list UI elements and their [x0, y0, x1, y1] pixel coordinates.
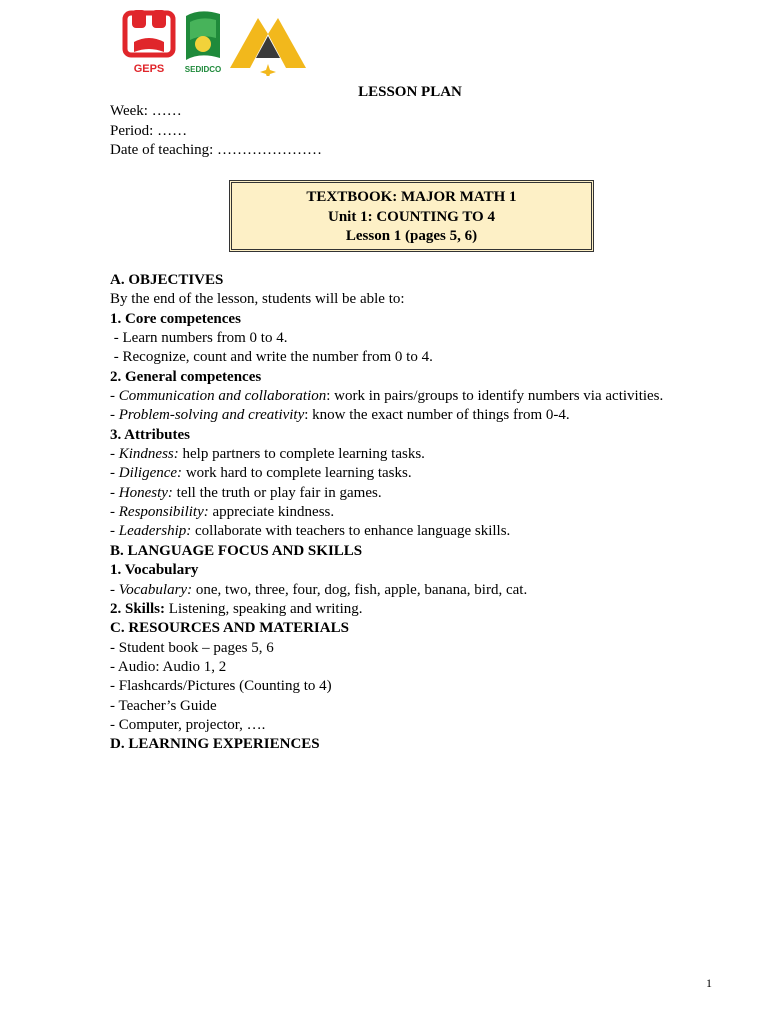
- period-field: Period: ……: [110, 122, 188, 139]
- list-item: - Audio: Audio 1, 2: [110, 658, 227, 675]
- list-item: - Vocabulary: one, two, three, four, dog, fish, apple, banana, bird, cat.: [110, 581, 528, 598]
- learning-experiences-heading: D. LEARNING EXPERIENCES: [110, 736, 320, 753]
- objectives-intro: By the end of the lesson, students will be able to:: [110, 291, 405, 308]
- week-field: Week: ……: [110, 103, 182, 119]
- geps-logo: [122, 8, 176, 76]
- list-item: - Kindness: help partners to complete learning tasks.: [110, 446, 425, 463]
- list-item: - Leadership: collaborate with teachers to enhance language skills.: [110, 523, 511, 540]
- list-item: - Communication and collaboration: work in pairs/groups to identify numbers via activities.: [110, 388, 664, 405]
- list-item: - Learn numbers from 0 to 4.: [110, 330, 288, 347]
- skills-line: 2. Skills: Listening, speaking and writing.: [110, 600, 363, 617]
- lesson-header-fields: [110, 102, 322, 161]
- resources-heading: C. RESOURCES AND MATERIALS: [110, 620, 349, 637]
- list-item: - Computer, projector, ….: [110, 716, 266, 733]
- sedidco-logo: [180, 8, 226, 76]
- list-item: - Teacher’s Guide: [110, 697, 217, 714]
- list-item: - Problem-solving and creativity: know the exact number of things from 0-4.: [110, 407, 570, 424]
- language-focus-heading: B. LANGUAGE FOCUS AND SKILLS: [110, 542, 363, 559]
- list-item: - Flashcards/Pictures (Counting to 4): [110, 678, 332, 695]
- list-item: - Student book – pages 5, 6: [110, 639, 274, 656]
- svg-text:SEDIDCO: SEDIDCO: [184, 65, 222, 74]
- list-item: - Honesty: tell the truth or play fair in games.: [110, 484, 382, 501]
- vocabulary-heading: 1. Vocabulary: [110, 562, 199, 579]
- objectives-heading: A. OBJECTIVES: [110, 272, 224, 288]
- lesson-content: [110, 271, 730, 755]
- list-item: - Responsibility: appreciate kindness.: [110, 504, 335, 521]
- textbook-line: TEXTBOOK: MAJOR MATH 1: [306, 189, 517, 205]
- date-field: Date of teaching: …………………: [110, 142, 323, 158]
- unit-line: Unit 1: COUNTING TO 4: [328, 208, 495, 225]
- page-number: 1: [706, 976, 712, 990]
- lesson-plan-title: LESSON PLAN: [358, 84, 462, 100]
- list-item: - Diligence: work hard to complete learning tasks.: [110, 465, 412, 482]
- core-competences-heading: 1. Core competences: [110, 310, 241, 327]
- triangle-logo: [228, 8, 308, 76]
- lesson-line: Lesson 1 (pages 5, 6): [345, 228, 478, 244]
- textbook-info-box: [229, 180, 594, 252]
- list-item: - Recognize, count and write the number from 0 to 4.: [110, 349, 433, 366]
- attributes-heading: 3. Attributes: [110, 426, 190, 443]
- logo-bar: [122, 8, 308, 78]
- general-competences-heading: 2. General competences: [110, 368, 262, 385]
- svg-text:GEPS: GEPS: [133, 63, 165, 75]
